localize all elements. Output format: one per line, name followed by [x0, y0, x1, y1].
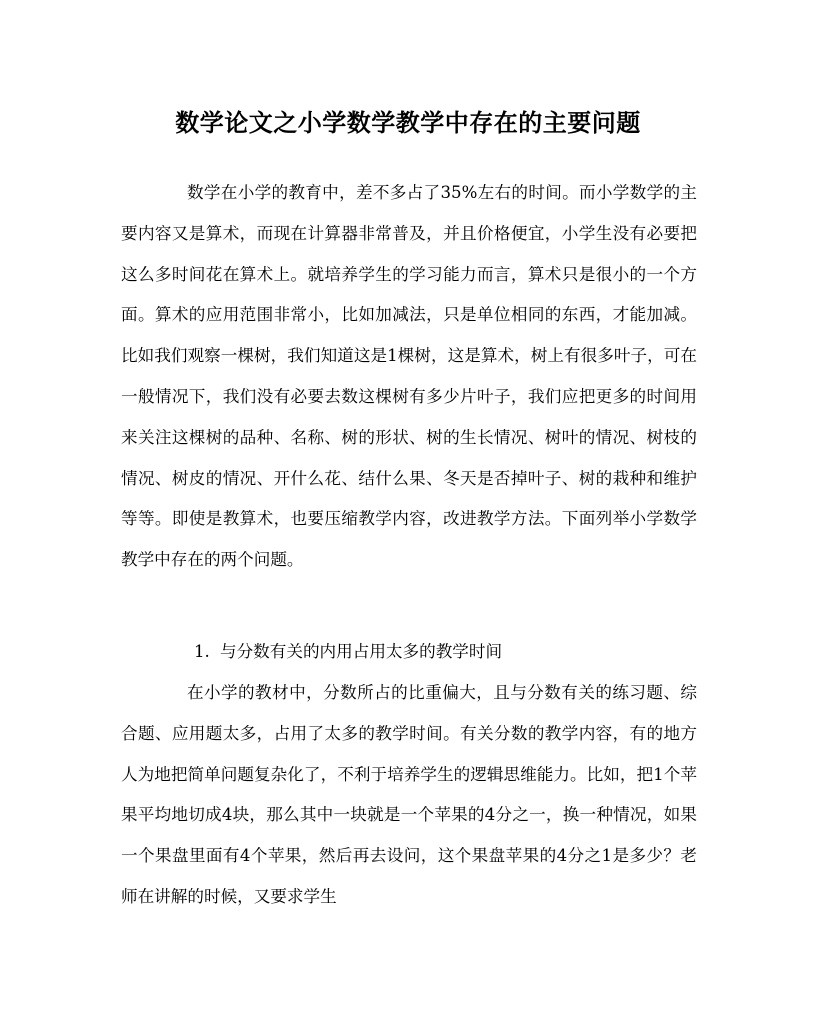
paragraph-intro: 数学在小学的教育中，差不多占了35%左右的时间。而小学数学的主要内容又是算术，而现在计算器非常普及，并且价格便宜，小学生没有必要把这么多时间花在算术上。就培养学生的学习能力而言，算术只是很小的一个方面。算术的应用范围非常小，比如加减法，只是单位相同的东西，才能加减。比如我们观察一棵树，我们知道这是1棵树，这是算术，树上有很多叶子，可在一般情况下，我们没有必要去数这棵树有多少片叶子，我们应把更多的时间用来关注这棵树的品种、名称、树的形状、树的生长情况、树叶的情况、树枝的情况、树皮的情况、开什么花、结什么果、冬天是否掉叶子、树的栽种和维护等等。即使是教算术，也要压缩教学内容，改进教学方法。下面列举小学数学教学中存在的两个问题。 [121, 183, 697, 570]
section-number: 1. [194, 642, 210, 661]
document-title: 数学论文之小学数学教学中存在的主要问题 [175, 108, 641, 137]
paragraph-fractions: 在小学的教材中，分数所占的比重偏大，且与分数有关的练习题、综合题、应用题太多，占用了太多的教学时间。有关分数的教学内容，有的地方人为地把简单问题复杂化了，不利于培养学生的逻辑思维能力。比如，把1个苹果平均地切成4块，那么其中一块就是一个苹果的4分之一，换一种情况，如果一个果盘里面有4个苹果，然后再去设问，这个果盘苹果的4分之1是多少？老师在讲解的时候，又要求学生 [121, 683, 697, 906]
section-heading [194, 632, 502, 673]
section-heading-text: 与分数有关的内用占用太多的教学时间 [220, 642, 503, 661]
